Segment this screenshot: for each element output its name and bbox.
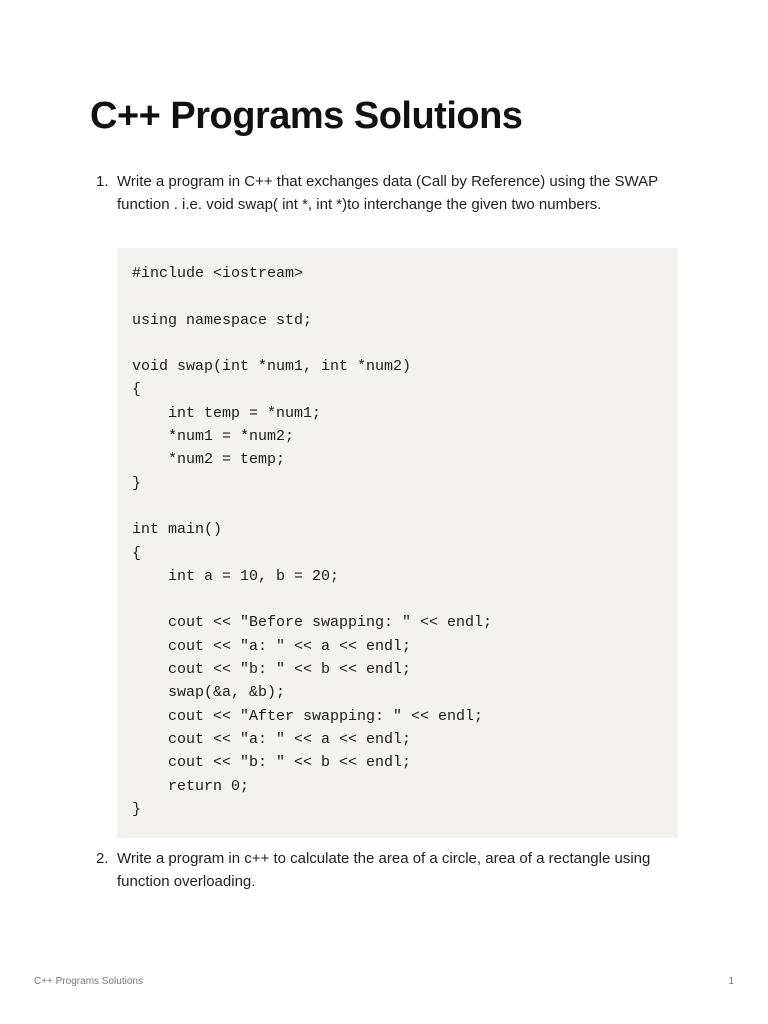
code-line: } [132,474,142,492]
code-line: using namespace std; [132,311,313,329]
page-number: 1 [728,976,734,987]
code-line: { [132,544,142,562]
code-line: void swap(int *num1, int *num2) [132,358,412,376]
code-line: int a = 10, b = 20; [132,567,340,585]
code-line: return 0; [132,777,250,795]
code-line: { [132,381,142,399]
code-text [132,262,663,821]
code-line [132,335,141,352]
code-line: int main() [132,521,223,539]
list-item [90,847,680,893]
list-item-text: Write a program in C++ that exchanges data (Call by Reference) using the SWAP function . i.e. void swap( int *, int *)to interchange the given two numbers. [117,173,658,213]
code-line [132,498,141,515]
code-line: int temp = *num1; [132,404,322,422]
list-item-text: Write a program in c++ to calculate the area of a circle, area of a rectangle using function overloading. [117,850,651,890]
list-item [90,170,680,216]
code-line: cout << "b: " << b << endl; [132,661,412,679]
list-item-number: 2. [96,850,109,867]
code-line: cout << "a: " << a << endl; [132,637,412,655]
list-item-number: 1. [96,173,109,190]
code-line: swap(&a, &b); [132,684,286,702]
code-line [132,288,141,305]
code-line: *num2 = temp; [132,451,286,469]
code-line: *num1 = *num2; [132,428,295,446]
code-block [117,248,678,838]
code-line: } [132,800,142,818]
code-line: #include <iostream> [132,265,304,282]
code-line [132,591,141,608]
footer-title: C++ Programs Solutions [34,976,143,987]
code-line: cout << "After swapping: " << endl; [132,707,484,725]
code-line: cout << "a: " << a << endl; [132,730,412,748]
code-line: cout << "b: " << b << endl; [132,754,412,772]
page-title: C++ Programs Solutions [90,95,523,137]
code-line: cout << "Before swapping: " << endl; [132,614,493,632]
